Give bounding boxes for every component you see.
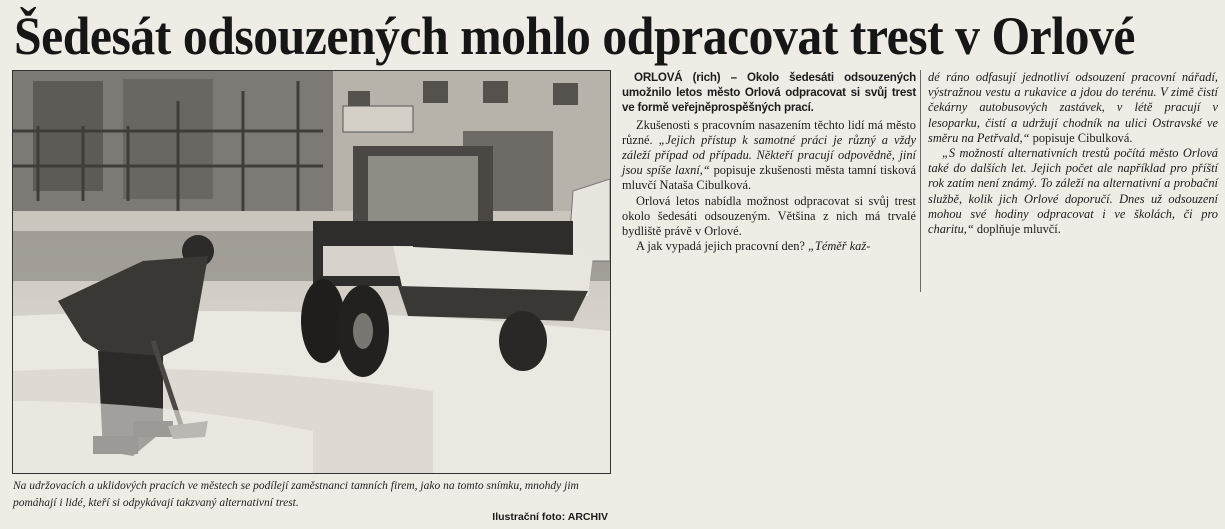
article-column-2 <box>928 70 1218 237</box>
article-paragraph-continued <box>928 70 1218 146</box>
article-paragraph <box>622 239 916 254</box>
paragraph-text: popisuje Cibulková. <box>1029 130 1133 145</box>
photo-credit: Ilustrační foto: ARCHIV <box>492 511 608 523</box>
quote-text: „Jejich přístup k samotné práci je různý a vždy záleží případ od případu. Někteří pracují odpovědně, jiní jsou spíše laxní,“ <box>622 132 916 178</box>
quote-text-start: „Téměř kaž- <box>808 239 871 254</box>
quote-text-continued: dé ráno odfasují jednotliví odsouzení pracovní nářadí, výstražnou vestu a rukavice a jdou do terénu. V zimě čistí čekárny autobusových zastávek, v létě pracují v lesoparku, čistí a udržují chodník na ulici Ostravské ve směru na Petřvald,“ <box>928 70 1218 145</box>
paragraph-text: popisuje zkušenosti města tamní tisková mluvčí Nataša Cibulková. <box>622 163 916 193</box>
photo-caption: Na udržovacích a uklidových pracích ve městech se podílejí zaměstnanci tamních firem, jako na tomto snímku, mnohdy jim pomáhají i lidé, kteří si odpykávají takzvaný alternativní trest. <box>13 480 579 509</box>
article-paragraph <box>622 118 916 194</box>
column-divider <box>920 70 921 292</box>
quote-text: „S možností alternativních trestů počítá město Orlová také do dalších let. Jejich počet ale například pro příští rok zatím není známý. To záleží na alternativní a probační službě, kolik jich Orlové doporučí. Dnes už odsouzení mohou své hodiny odpracovat i ve školách, či pro charitu,“ <box>928 146 1218 237</box>
article-lead: ORLOVÁ (rich) – Okolo šedesáti odsouzených umožnilo letos město Orlová odpracovat si svůj trest ve formě veřejněprospěšných prací. <box>622 71 916 115</box>
paragraph-text: Zkušenosti s pracovním nasazením těchto lidí má město různé. <box>622 117 916 147</box>
paragraph-text: A jak vypadá jejich pracovní den? <box>636 239 809 254</box>
article-headline: Šedesát odsouzených mohlo odpracovat trest v Orlové <box>14 6 1135 66</box>
article-photo <box>12 70 611 474</box>
paragraph-text: doplňuje mluvčí. <box>973 222 1061 237</box>
article-paragraph <box>928 146 1218 237</box>
photo-snow-plow-scene <box>13 71 610 473</box>
article-column-1 <box>622 70 916 254</box>
article-paragraph: Orlová letos nabídla možnost odpracovat si svůj trest okolo šedesáti odsouzeným. Většina z nich má trvalé bydliště právě v Orlové. <box>622 193 916 239</box>
